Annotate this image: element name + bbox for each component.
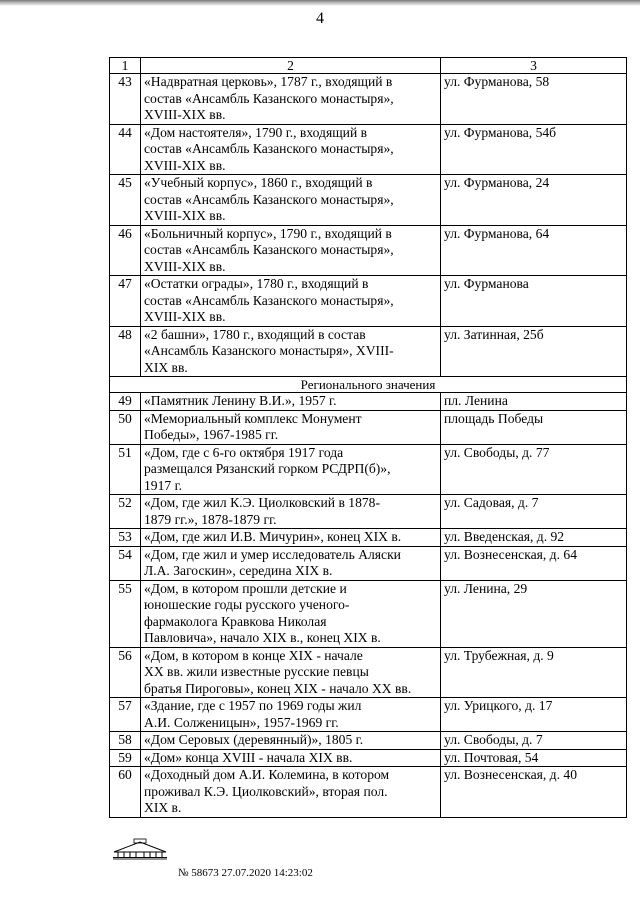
row-address: ул. Фурманова — [441, 276, 627, 327]
building-stamp-icon — [110, 838, 170, 860]
table-row — [110, 276, 627, 327]
row-address: ул. Ленина, 29 — [441, 580, 627, 647]
row-number: 52 — [110, 495, 141, 529]
monuments-table-body — [110, 58, 627, 818]
row-description: «Дом, где жил К.Э. Циолковский в 1878- 1879 гг.», 1878-1879 гг. — [141, 495, 441, 529]
row-description: «Дом, где жил И.В. Мичурин», конец XIX в. — [141, 529, 441, 547]
row-address: ул. Урицкого, д. 17 — [441, 698, 627, 732]
section-title: Регионального значения — [110, 377, 627, 393]
row-address: ул. Свободы, д. 7 — [441, 732, 627, 750]
header-row — [110, 58, 627, 74]
row-address: ул. Свободы, д. 77 — [441, 444, 627, 495]
table-row — [110, 175, 627, 226]
row-number: 45 — [110, 175, 141, 226]
row-number: 59 — [110, 749, 141, 767]
table-row — [110, 326, 627, 377]
scan-top-edge — [0, 0, 640, 6]
row-address: ул. Фурманова, 24 — [441, 175, 627, 226]
row-description: «Дом, в котором в конце XIX - начале XX вв. жили известные русские певцы братья Пироговы», конец XIX - начало XX вв. — [141, 647, 441, 698]
row-description: «Учебный корпус», 1860 г., входящий в состав «Ансамбль Казанского монастыря», XVIII-XIX вв. — [141, 175, 441, 226]
row-number: 43 — [110, 74, 141, 125]
row-address: ул. Вознесенская, д. 64 — [441, 546, 627, 580]
table-row — [110, 225, 627, 276]
table-row — [110, 647, 627, 698]
row-address: ул. Трубежная, д. 9 — [441, 647, 627, 698]
row-number: 46 — [110, 225, 141, 276]
row-number: 49 — [110, 393, 141, 411]
table-row — [110, 732, 627, 750]
row-description: «Больничный корпус», 1790 г., входящий в состав «Ансамбль Казанского монастыря», XVIII-XIX вв. — [141, 225, 441, 276]
row-description: «Дом» конца XVIII - начала XIX вв. — [141, 749, 441, 767]
page-number: 4 — [316, 10, 324, 27]
row-description: «2 башни», 1780 г., входящий в состав «Ансамбль Казанского монастыря», XVIII- XIX вв. — [141, 326, 441, 377]
row-number: 60 — [110, 767, 141, 818]
section-row — [110, 377, 627, 393]
row-address: ул. Фурманова, 54б — [441, 124, 627, 175]
row-description: «Дом Серовых (деревянный)», 1805 г. — [141, 732, 441, 750]
row-description: «Дом, в котором прошли детские и юношеские годы русского ученого- фармаколога Кравкова Николая Павловича», начало XIX в., конец XIX в. — [141, 580, 441, 647]
footer — [110, 838, 170, 860]
table-row — [110, 74, 627, 125]
row-address: пл. Ленина — [441, 393, 627, 411]
table-row — [110, 580, 627, 647]
row-number: 51 — [110, 444, 141, 495]
row-address: ул. Затинная, 25б — [441, 326, 627, 377]
row-number: 57 — [110, 698, 141, 732]
row-address: ул. Вознесенская, д. 40 — [441, 767, 627, 818]
row-number: 56 — [110, 647, 141, 698]
table-row — [110, 495, 627, 529]
row-description: «Надвратная церковь», 1787 г., входящий в состав «Ансамбль Казанского монастыря», XVIII-XIX вв. — [141, 74, 441, 125]
table-row — [110, 698, 627, 732]
row-address: ул. Фурманова, 64 — [441, 225, 627, 276]
row-address: ул. Введенская, д. 92 — [441, 529, 627, 547]
table-row — [110, 410, 627, 444]
header-col-2: 2 — [141, 58, 441, 74]
row-description: «Дом, где жил и умер исследователь Аляски Л.А. Загоскин», середина XIX в. — [141, 546, 441, 580]
row-description: «Дом, где с 6-го октября 1917 года размещался Рязанский горком РСДРП(б)», 1917 г. — [141, 444, 441, 495]
row-number: 54 — [110, 546, 141, 580]
table-row — [110, 393, 627, 411]
row-number: 50 — [110, 410, 141, 444]
monuments-table — [109, 57, 627, 818]
row-address: площадь Победы — [441, 410, 627, 444]
row-address: ул. Садовая, д. 7 — [441, 495, 627, 529]
row-number: 47 — [110, 276, 141, 327]
row-description: «Доходный дом А.И. Колемина, в котором проживал К.Э. Циолковский», вторая пол. XIX в. — [141, 767, 441, 818]
table-row — [110, 444, 627, 495]
header-col-1: 1 — [110, 58, 141, 74]
row-address: ул. Фурманова, 58 — [441, 74, 627, 125]
document-registration-mark: № 58673 27.07.2020 14:23:02 — [178, 867, 313, 879]
row-description: «Остатки ограды», 1780 г., входящий в состав «Ансамбль Казанского монастыря», XVIII-XIX вв. — [141, 276, 441, 327]
row-description: «Дом настоятеля», 1790 г., входящий в состав «Ансамбль Казанского монастыря», XVIII-XIX вв. — [141, 124, 441, 175]
table-row — [110, 529, 627, 547]
table-row — [110, 767, 627, 818]
row-description: «Мемориальный комплекс Монумент Победы», 1967-1985 гг. — [141, 410, 441, 444]
row-number: 44 — [110, 124, 141, 175]
row-number: 58 — [110, 732, 141, 750]
table-row — [110, 546, 627, 580]
table-row — [110, 124, 627, 175]
row-number: 48 — [110, 326, 141, 377]
header-col-3: 3 — [441, 58, 627, 74]
row-address: ул. Почтовая, 54 — [441, 749, 627, 767]
row-description: «Памятник Ленину В.И.», 1957 г. — [141, 393, 441, 411]
row-number: 53 — [110, 529, 141, 547]
table-row — [110, 749, 627, 767]
row-description: «Здание, где с 1957 по 1969 годы жил А.И. Солженицын», 1957-1969 гг. — [141, 698, 441, 732]
row-number: 55 — [110, 580, 141, 647]
